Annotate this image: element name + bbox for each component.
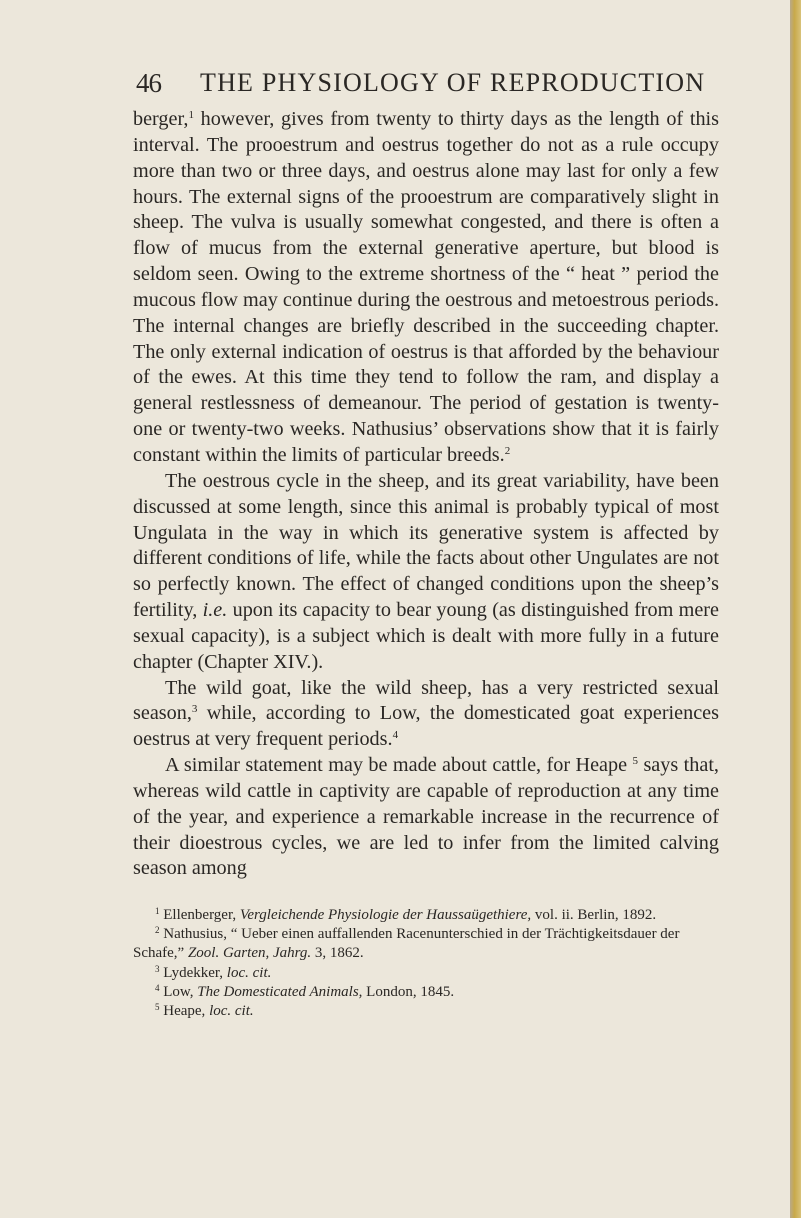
footnote-reference: 1: [188, 109, 194, 121]
text-segment: Nathusius, “ Ueber einen auffallenden Racenunterschied in der Trächtigkeitsdauer der Schafe,”: [133, 926, 680, 962]
italic-text: loc. cit.: [226, 964, 272, 981]
paragraph: [133, 469, 719, 676]
text-segment: The oestrous cycle in the sheep, and its great variability, have been discussed at some length, since this animal is probably typical of most Ungulata in the way in which its generative system is affected by different conditions of life, while the facts about other Ungulates are not so perfectly known. The effect of changed conditions upon the sheep’s fertility,: [133, 469, 719, 622]
footnote: [133, 983, 719, 1002]
running-title: THE PHYSIOLOGY OF REPRODUCTION: [200, 68, 706, 97]
page-number: 46: [136, 68, 161, 98]
text-segment: vol. ii. Berlin, 1892.: [531, 907, 657, 923]
text-segment: 3, 1862.: [311, 945, 364, 962]
footnote: [133, 964, 719, 983]
page-header: [136, 68, 790, 106]
paragraph: [133, 676, 719, 754]
italic-text: Vergleichende Physiologie der Haussaügethiere,: [239, 907, 532, 923]
text-segment: Ellenberger,: [163, 907, 240, 923]
footnote-mark: 4: [155, 982, 160, 993]
footnotes: [133, 906, 719, 1021]
text-segment: Lydekker,: [163, 964, 227, 981]
footnote-reference: 5: [632, 755, 639, 768]
footnote-reference: 4: [392, 729, 399, 742]
italic-text: The Domesticated Animals,: [197, 983, 363, 1000]
footnote-reference: 3: [191, 703, 198, 716]
text-segment: The wild goat, like the wild sheep, has a very restricted sexual season,: [133, 676, 719, 725]
text-segment: A similar statement may be made about cattle, for Heape: [165, 754, 633, 777]
footnote: [133, 925, 719, 963]
text-segment: berger,: [133, 108, 189, 130]
paragraph: [133, 753, 719, 882]
page-edge: [790, 0, 801, 1218]
footnote-mark: 5: [155, 1002, 160, 1013]
text-segment: London, 1845.: [362, 983, 455, 1000]
text-segment: Heape,: [163, 1003, 210, 1020]
italic-text: Zool. Garten, Jahrg.: [187, 945, 312, 962]
paragraph: [133, 107, 719, 469]
text-segment: upon its capacity to bear young (as distinguished from mere sexual capacity), is a subject which is dealt with more fully in a future chapter (Chapter XIV.).: [133, 599, 719, 673]
footnote-mark: 2: [155, 925, 160, 936]
footnote-mark: 3: [155, 963, 160, 974]
text-segment: while, according to Low, the domesticated goat experiences oestrus at very frequent periods.: [133, 702, 719, 751]
body-text: [133, 107, 719, 882]
footnote: [133, 1002, 719, 1021]
italic-text: i.e.: [202, 599, 228, 622]
text-segment: says that, whereas wild cattle in captivity are capable of reproduction at any time of the year, and experience a remarkable increase in the recurrence of their dioestrous cycles, we are led to infer from the limited calving season among: [133, 754, 719, 880]
text-segment: Low,: [163, 983, 198, 1000]
footnote: [133, 906, 719, 925]
footnote-mark: 1: [155, 906, 160, 916]
text-segment: however, gives from twenty to thirty days as the length of this interval. The prooestrum and oestrus together do not as a rule occupy more than two or three days, and oestrus alone may last for only a few hours. The external signs of the prooestrum are comparatively slight in sheep. The vulva is usually somewhat congested, and there is often a flow of mucus from the external generative aperture, but blood is seldom seen. Owing to the extreme shortness of the “ heat ” period the mucous flow may continue during the oestrous and metoestrous periods. The internal changes are briefly described in the succeeding chapter. The only external indication of oestrus is that afforded by the behaviour of the ewes. At this time they tend to follow the ram, and display a general restlessness of demeanour. The period of gestation is twenty-one or twenty-two weeks. Nathusius’ observations show that it is fairly constant within the limits of particular breeds.: [133, 108, 719, 466]
italic-text: loc. cit.: [209, 1003, 254, 1020]
footnote-reference: 2: [504, 444, 511, 457]
